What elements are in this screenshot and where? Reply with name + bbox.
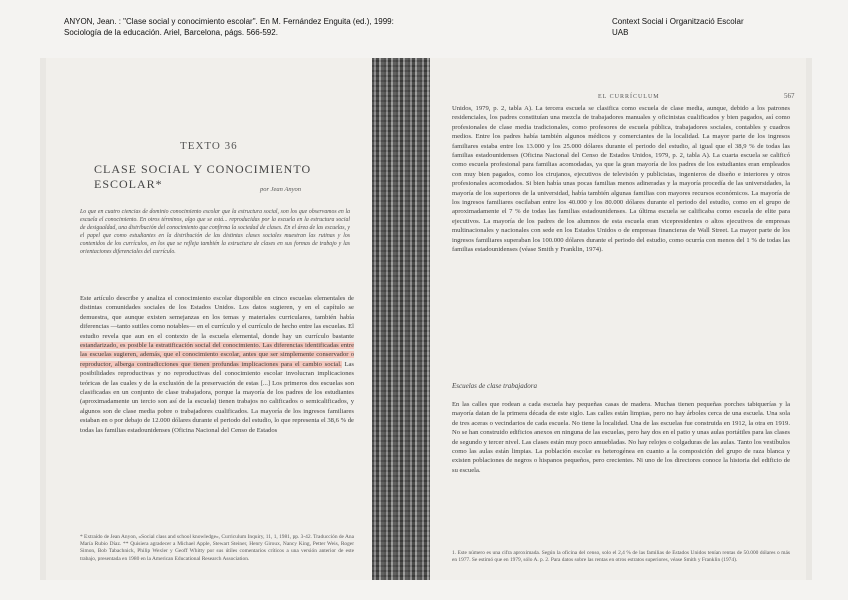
abstract: Lo que en cuatro ciencias de dominio conocimiento escolar que la estructura social, son los que observamos en la escuela el conocimiento. En otros términos, algo que se está... reproducidas por la escuela en la estructura social de desigualdad, una distribución del conocimiento que confirma la sociedad de clases. En el área de las escuelas, y el papel que como estudiantes en la distribución de las distintas clases sociales muestran las rutinas y los contenidos de los currículos, en los que se refleja también la estructura de clases en sus formas de trabajo y las orientaciones diferenciales del currículo. <box>80 209 350 256</box>
right-body-text: Unidos, 1979, p. 2, tabla A). La tercera escuela se clasifica como escuela de clase media, aunque, debido a los patrones residenciales, los padres constituían una mezcla de trabajadores manuales y oficinistas cualificados y bien pagados, así como profesionales de clase media tradicionales, como profesores de escuela pública, trabajadores sociales, contables y cuadros medios. Entre los padres había también algunos médicos y comerciantes de la localidad. La mayor parte de los ingresos familiares estaba entre los 13.000 y los 25.000 dólares durante el periodo del estudio, al igual que el 38,9 % de todas las familias estadounidenses (Oficina Nacional del Censo de Estados Unidos, 1979, p. 2, tabla A). La cuarta escuela se calificó como escuela profesional para familias acomodadas, ya que la gran mayoría de los padres de los estudiantes eran empleados con muy bien pagados, como los cirujanos, ejecutivos de televisión y publicistas, ingenieros de diseño e interiores y otros profesionales acomodados. Si bien había unas pocas familias menos adineradas y la mayoría procedía de las universidades, la mayoría de los superiores de la universidad, había también algunas familias con mayores recursos económicos. La mayoría de los ingresos familiares oscilaban entre los 40.000 y los 80.000 dólares durante el periodo del estudio, como en el grupo de aproximadamente el 7 % de todas las familias estadounidenses. La última escuela se calificaba como escuela de elite para ejecutivos. La mayoría de los padres de los alumnos de esta escuela eran vicepresidentes o altos ejecutivos de empresas multinacionales y nacionales con sede en los Estados Unidos o de empresas financieras de Wall Street. La mayor parte de los ingresos familiares superaban los 100.000 dólares durante el periodo del estudio, como ocurría con menos del 1 % de todas las familias estadounidenses (véase Smith y Franklin, 1974). <box>452 105 790 254</box>
left-page <box>46 58 372 580</box>
chapter-label: TEXTO 36 <box>180 140 238 152</box>
running-head: EL CURRÍCULUM <box>598 94 660 100</box>
right-page <box>430 58 806 580</box>
left-footnotes: * Extraído de Jean Anyon, «Social class and school knowledge», Curriculum Inquiry, 11, 1, 1981, pp. 3-42. Traducción de Ana María Rubio Díaz. ** Quisiera agradecer a Michael Apple, Stewart Steiner, Henry Giroux, Nancy King, Petter Weis, Roger Simon, Bob Tabachnick, Philip Wexler y Geoff Whitty por sus útiles comentarios críticos a una versión anterior de este trabajo, presentada en 1980 en la American Educational Research Association. <box>80 534 354 562</box>
section-subheading: Escuelas de clase trabajadora <box>452 382 537 390</box>
chapter-author: por Jean Anyon <box>260 186 302 193</box>
chapter-title: CLASE SOCIAL Y CONOCIMIENTO ESCOLAR* <box>94 162 312 191</box>
right-body-text-2: En las calles que rodean a cada escuela hay pequeñas casas de madera. Muchas tienen pequeñas porches tabiquerías y la mayoría datan de la primera década de este siglo. Las calles están limpias, pero no hay árboles cerca de una escuela. Una sola de tres aceras o vecindarios de cada escuela. No tiene la localidad. Una de las escuelas fue construida en 1912, la otra en 1919. No se han construido edificios anexos en ninguna de las escuelas, pero hay dos en el patio y unas aulas portátiles para las clases de segundo y tercer nivel. Las clases están muy poco amuebladas. No hay relojes o colgaduras de las aulas. Tanto los vestíbulos como las aulas están limpias. La población escolar es heterogénea en cuanto a la composición del grupo de raza blanca y existen poblaciones de negros o hispanos pequeños, pero crecientes. Ni uno de los directores conoce la historia del edificio de su escuela. <box>452 401 790 474</box>
highlighted-passage: estandarizado, es posible la estratificación social del conocimiento. Las diferencias identificadas entre las escuelas sugieren, además, que el conocimiento escolar, antes que ser simplemente conservador o reproductor, alberga contradicciones que tienen profundas implicaciones para el cambio social. <box>80 342 354 368</box>
course-line-1: Context Social i Organització Escolar <box>612 17 744 26</box>
body-text-after-highlight: Las posibilidades reproductivas y no reproductivas del conocimiento escolar involucran implicaciones teóricas de las cuales y de la exclusión de la preservación de estas [...] Los primeros dos escuelas son clasificadas en un conjunto de clase trabajadora, porque la mayoría de los padres de los estudiantes (aproximadamente un tercio son así de la escuela) tienen trabajos no calificados o semicalificados, y algunos son de clase media pobre o trabajadores cualificados. La mayoría de los ingresos familiares estaban en o por debajo de 12.000 dólares durante el periodo del estudio, lo que representa el 38,6 % de todas las familias estadounidenses (Oficina Nacional del Censo de Estados <box>80 360 354 434</box>
right-footnotes: 1. Este número es una cifra aproximada. Según la oficina del censo, solo el 2,4 % de las familias de Estados Unidos tenían rentas de 50.000 dólares o más en 1977. Se estimó que en 1979, sólo A. p. 2. Para datos sobre las rentas en otros estratos superiores, véase Smith y Franklin (1974). <box>452 550 790 564</box>
course-header <box>612 16 802 38</box>
page-number: 567 <box>784 92 795 100</box>
citation-header <box>64 16 444 38</box>
citation-line-1: ANYON, Jean. : "Clase social y conocimiento escolar". En M. Fernández Enguita (ed.), 1999: <box>64 17 394 26</box>
scanned-book-spread <box>40 58 812 580</box>
body-text-before-highlight: Este artículo describe y analiza el conocimiento escolar disponible en cinco escuelas elementales de distintas comunidades sociales de los Estados Unidos. Los datos sugieren, y en el capítulo se demuestra, que aunque existen semejanzas en los temas y materiales curriculares, también había diferencias —tanto sutiles como notables— en el currículo y el currículo de hecho entre las escuelas. El estudio revela que aun en el contexto de la escuela elemental, donde hay un currículo bastante <box>80 295 354 340</box>
course-line-2: UAB <box>612 28 629 37</box>
book-gutter-shadow <box>372 58 430 580</box>
citation-line-2: Sociología de la educación. Ariel, Barcelona, págs. 566-592. <box>64 28 278 37</box>
left-body-text <box>80 294 354 435</box>
